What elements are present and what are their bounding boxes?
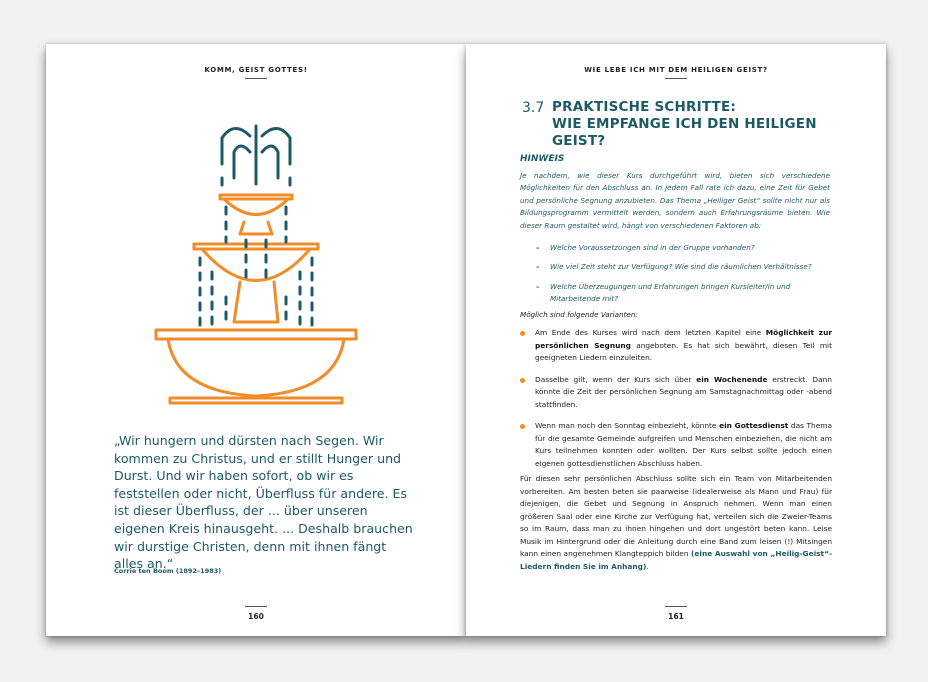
right-page xyxy=(466,44,886,636)
variant-text: Wenn man noch den Sonntag einbezieht, könnte xyxy=(535,421,720,430)
variant-text: Dasselbe gilt, wenn der Kurs sich über xyxy=(535,374,697,384)
dash-marker: – xyxy=(536,243,540,252)
dash-marker: – xyxy=(536,262,540,272)
list-item xyxy=(520,374,832,412)
variant-emphasis: ein Wochenende xyxy=(696,374,768,384)
foot-rule-right xyxy=(665,606,687,607)
bullet-dot-icon xyxy=(520,331,525,336)
page-number-left: 160 xyxy=(248,612,264,621)
running-head-left: KOMM, GEIST GOTTES! xyxy=(204,66,308,74)
bullet-dot-icon xyxy=(520,424,525,429)
hint-label: HINWEIS xyxy=(520,154,565,164)
list-item xyxy=(520,261,830,273)
variant-text: erstreckt. Dann könnte die Zeit der persönlichen Segnung am Samstagnachmittag oder -abend stattfinden. xyxy=(535,374,832,409)
running-head-right: WIE LEBE ICH MIT DEM HEILIGEN GEIST? xyxy=(584,66,768,74)
list-item xyxy=(520,327,832,365)
variant-text: angeboten. Es hat sich bewährt, diesen Teil mit geeigneten Liedern einzuleiten. xyxy=(535,340,832,362)
list-item xyxy=(520,420,832,470)
question-text: Welche Überzeugungen und Erfahrungen bringen Kursleiter/in und Mitarbeitende mit? xyxy=(550,281,791,304)
list-item xyxy=(520,242,830,254)
question-text: Wie viel Zeit steht zur Verfügung? Wie sind die räumlichen Verhältnisse? xyxy=(550,262,812,272)
foot-rule-left xyxy=(245,606,267,607)
question-list xyxy=(520,242,830,313)
head-rule-right xyxy=(665,78,687,79)
variant-emphasis: Möglichkeit zur persönlichen Segnung xyxy=(535,328,832,350)
hint-text: Je nachdem, wie dieser Kurs durchgeführt wird, bieten sich verschiedene Möglichkeiten für den Abschluss an. In jedem Fall rate ich dazu, eine Zeit für Gebet und persönliche Segnung anzubieten. Das Thema „Heiliger Geist“ sollte nicht nur als Bildungsprogramm vermittelt werden, sondern auch Erfahrungsräume bieten. Wie dieser Raum gestaltet wird, hängt von verschiedenen Faktoren ab: xyxy=(520,171,830,230)
head-rule-left xyxy=(245,78,267,79)
section-number: 3.7 xyxy=(522,100,545,116)
quote-author: Corrie ten Boom (1892–1983) xyxy=(114,567,222,575)
left-page xyxy=(46,44,466,636)
variant-text: Am Ende des Kurses wird nach dem letzten Kapitel eine xyxy=(535,328,766,337)
variant-emphasis: ein Gottesdienst xyxy=(719,421,789,430)
variants-intro: Möglich sind folgende Varianten: xyxy=(520,310,638,319)
list-item xyxy=(520,281,830,306)
dash-marker: – xyxy=(536,281,540,291)
variant-text: das Thema für die gesamte Gemeinde aufgreifen und Menschen einbeziehen, die nicht am Kurs teilnehmen konnten oder wollten. Der Kurs selbst sollte jedoch einen eigenen gottesdienstlichen Abschluss haben. xyxy=(535,421,833,468)
closing-end: . xyxy=(646,561,649,571)
appendix-reference: (eine Auswahl von „Heilig-Geist“-Liedern finden Sie im Anhang) xyxy=(520,549,833,571)
closing-paragraph xyxy=(520,473,832,573)
section-title-line1: PRAKTISCHE SCHRITTE: xyxy=(552,99,736,115)
section-title xyxy=(552,99,852,150)
variant-list xyxy=(520,327,832,479)
closing-text: Für diesen sehr persönlichen Abschluss sollte sich ein Team von Mitarbeitenden vorbereiten. Am besten beten sie paarweise (idealerweise als Mann und Frau) für diejenigen, die Gebet und Segnung in Anspruch nehmen. Wenn man einen größeren Saal oder eine Kirche zur Verfügung hat, verteilen sich die Zweier-Teams so im Raum, dass man zu ihnen hingehen und dort ungestört beten kann. Leise Musik im Hintergrund oder die Anleitung durch eine Band zum leisen (!) Mitsingen kann einen angenehmen Klangteppich bilden xyxy=(520,474,832,558)
page-number-right: 161 xyxy=(668,612,684,621)
fountain-icon xyxy=(146,122,366,412)
quote-text: „Wir hungern und dürsten nach Segen. Wir kommen zu Christus, und er stillt Hunger und Durst. Und wir haben sofort, ob wir es feststellen oder nicht, Überfluss für andere. Es ist dieser Überfluss, der ... über unseren eigenen Kreis hinausgeht. ... Deshalb brauchen wir durstige Christen, denn mit ihnen fängt alles an.“ xyxy=(114,433,413,572)
section-title-line2: WIE EMPFANGE ICH DEN HEILIGEN GEIST? xyxy=(552,116,817,149)
bullet-dot-icon xyxy=(520,378,525,383)
question-text: Welche Voraussetzungen sind in der Gruppe vorhanden? xyxy=(550,243,755,252)
